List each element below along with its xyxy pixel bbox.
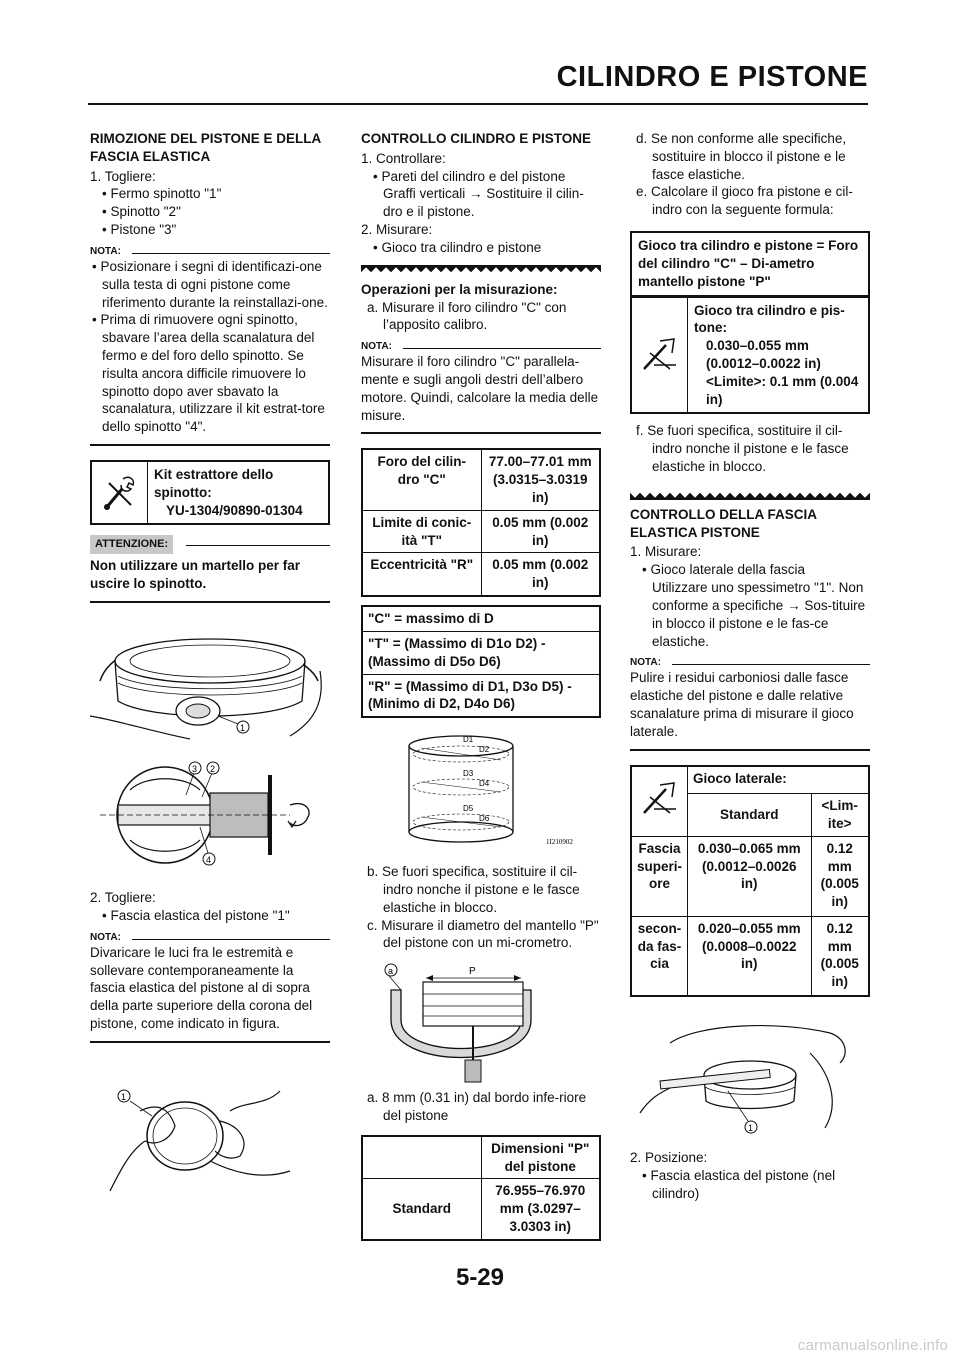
kit-code: YU-1304/90890-01304 <box>166 502 303 518</box>
table-cell <box>362 1136 481 1179</box>
procedure-step-f: f. Se fuori specifica, sostituire il cil-indro nonche il pistone e le fasce elastiche in blocco. <box>636 423 849 474</box>
cylinder-spec-table <box>361 448 601 597</box>
table-row <box>631 766 869 794</box>
formula-text: Gioco tra cilindro e pistone = Foro del cilindro "C" – Di-ametro mantello pistone "P" <box>638 238 859 289</box>
kit-title: Kit estrattore dello spinotto: <box>154 467 274 500</box>
table-header: Dimensioni "P" del pistone <box>481 1136 600 1179</box>
formula-box <box>630 231 870 296</box>
table-header: Standard <box>688 794 811 837</box>
table-cell: 0.05 mm (0.002 in) <box>481 510 600 553</box>
figure-label: a <box>388 966 394 977</box>
procedure-start-marker <box>361 265 601 275</box>
column-2 <box>361 130 601 1241</box>
figure-label: 3 <box>192 764 198 775</box>
figure-label: 4 <box>206 855 212 866</box>
table-row <box>631 836 869 916</box>
figure-label: 2 <box>210 764 216 775</box>
nota-text: Misurare il foro cilindro "C" parallela-mente e sugli angoli destri dell’albero motore. Quindi, calcolare la media delle misure. <box>361 354 599 423</box>
figure-label: 1 <box>240 723 246 734</box>
table-row <box>362 1179 600 1240</box>
table-cell: 0.020–0.055 mm (0.0008–0.0022 in) <box>688 916 811 996</box>
table-header: Gioco laterale: <box>688 766 869 794</box>
figure-label: 1 <box>121 1091 127 1102</box>
table-row <box>362 553 600 596</box>
spec-box <box>630 297 870 415</box>
table-cell: secon-da fas-cia <box>631 916 688 996</box>
table-row <box>362 510 600 553</box>
piston-spec-table <box>361 1135 601 1241</box>
spec-title: Gioco tra cilindro e pis-tone: <box>694 302 845 336</box>
procedure-step-c: c. Misurare il diametro del mantello "P" del pistone con un mi-crometro. <box>367 917 599 951</box>
nota-text: Pulire i residui carboniosi dalle fasce elastiche del pistone e dalle relative scanalature prima di misurare il gioco laterale. <box>630 670 854 739</box>
table-cell: 0.12 mm (0.005 in) <box>811 916 869 996</box>
step-1: 1. Togliere: <box>90 168 156 184</box>
table-cell: "T" = (Massimo di D1o D2) - (Massimo di D5o D6) <box>362 631 600 674</box>
list-item: • Spinotto "2" <box>102 204 181 220</box>
nota-end-rule <box>90 1041 330 1043</box>
table-cell: 0.030–0.065 mm (0.0012–0.0026 in) <box>688 836 811 916</box>
column-1 <box>90 130 330 1201</box>
figure-caption: a. 8 mm (0.31 in) dal bordo infe-riore del pistone <box>367 1090 587 1123</box>
section-title-controllo-cilindro: CONTROLLO CILINDRO E PISTONE <box>361 131 592 146</box>
list-item: • Fascia elastica del pistone (nel cilindro) <box>642 1168 836 1201</box>
table-cell: 77.00–77.01 mm (3.0315–3.0319 in) <box>481 449 600 510</box>
attention-text: Non utilizzare un martello per far uscire lo spinotto. <box>90 558 301 592</box>
table-row <box>362 1136 600 1179</box>
spec-limit: <Limite>: 0.1 mm (0.004 in) <box>706 373 859 407</box>
feeler-gauge-figure <box>630 1013 870 1143</box>
nota-item: • Posizionare i segni di identificazi-one sulla testa di ogni pistone come riferimento durante la reinstallazi-one. <box>92 258 328 310</box>
table-row <box>362 674 600 717</box>
step-2: 2. Togliere: <box>90 890 156 906</box>
side-clearance-table <box>630 765 870 998</box>
tool-box <box>90 460 330 525</box>
table-row <box>362 449 600 510</box>
list-detail: Utilizzare uno spessimetro "1". Non conforme a specifiche → Sos-tituire in blocco il pistone e le fas-ce elastiche. <box>652 580 866 649</box>
page-number: 5-29 <box>455 1264 505 1291</box>
title-rule <box>88 103 868 105</box>
watermark: carmanualsonline.info <box>797 1337 948 1354</box>
table-cell: Limite di conic-ità "T" <box>362 510 481 553</box>
ring-removal-figure <box>90 1071 330 1201</box>
attention-end-rule <box>90 601 330 603</box>
figure-label: D5 <box>463 804 474 814</box>
figure-label: 1 <box>748 1123 754 1134</box>
figure-label: P <box>469 966 476 978</box>
table-cell <box>631 766 688 837</box>
formula-table <box>361 605 601 718</box>
gauge-icon <box>632 298 688 413</box>
table-cell: Eccentricità "R" <box>362 553 481 596</box>
figure-label: D4 <box>479 779 490 789</box>
list-detail: Graffi verticali → Sostituire il cilin-dro e il pistone. <box>383 186 584 220</box>
page-title: CILINDRO E PISTONE <box>556 61 868 93</box>
table-row <box>631 916 869 996</box>
table-cell: 76.955–76.970 mm (3.0297–3.0303 in) <box>481 1179 600 1240</box>
table-row <box>362 631 600 674</box>
nota-text: Divaricare le luci fra le estremità e sollevare contemporaneamente la fascia elastica del pistone al di sopra della parte superiore della corona del pistone, come indicato in figura. <box>90 944 313 1031</box>
cylinder-bore-figure <box>361 732 601 857</box>
section-title-controllo-fascia: CONTROLLO DELLA FASCIA ELASTICA PISTONE <box>630 506 817 540</box>
table-cell: 0.05 mm (0.002 in) <box>481 553 600 596</box>
table-cell: 0.12 mm (0.005 in) <box>811 836 869 916</box>
list-item: • Gioco laterale della fascia <box>642 562 806 578</box>
spec-standard: 0.030–0.055 mm (0.0012–0.0022 in) <box>706 338 821 371</box>
procedure-step-d: d. Se non conforme alle specifiche, sostituire in blocco il pistone e le fasce elastiche. <box>636 131 847 182</box>
step-2: 2. Posizione: <box>630 1150 708 1166</box>
step-1: 1. Controllare: <box>361 150 446 166</box>
nota-end-rule <box>630 749 870 751</box>
table-cell: Standard <box>362 1179 481 1240</box>
figure-label: D1 <box>463 735 474 745</box>
nota-heading: NOTA: <box>630 656 870 669</box>
step-1: 1. Misurare: <box>630 544 702 560</box>
table-header: <Lim-ite> <box>811 794 869 837</box>
list-item: • Gioco tra cilindro e pistone <box>373 239 542 255</box>
section-title-rimozione: RIMOZIONE DEL PISTONE E DELLA FASCIA ELASTICA <box>90 131 321 164</box>
nota-end-rule <box>90 444 330 446</box>
nota-item: • Prima di rimuovere ogni spinotto, sbavare l’area della scanalatura del fermo e del foro dello spinotto. Se risulta ancora difficile rimuovere lo spinotto dopo aver sbavato la scanalatura, utilizzare il kit estrat-tore dello spinotto "4". <box>92 312 325 435</box>
procedure-step-e: e. Calcolare il gioco fra pistone e cil-indro con la seguente formula: <box>636 184 853 218</box>
figure-label: D3 <box>463 769 474 779</box>
table-cell: "R" = (Massimo di D1, D3o D5) - (Minimo di D2, D4o D6) <box>362 674 600 717</box>
figure-code: 1I210902 <box>546 838 573 847</box>
list-item: • Pistone "3" <box>102 222 177 238</box>
list-item: • Fermo spinotto "1" <box>102 186 222 202</box>
column-3 <box>630 130 870 1203</box>
procedure-end-marker <box>630 490 870 500</box>
procedure-step-b: b. Se fuori specifica, sostituire il cil-indro nonche il pistone e le fasce elastiche in blocco. <box>367 864 580 915</box>
piston-figure <box>90 621 330 751</box>
table-row <box>362 606 600 631</box>
nota-heading: NOTA: <box>90 931 330 944</box>
micrometer-figure <box>361 960 601 1085</box>
table-cell: "C" = massimo di D <box>362 606 600 631</box>
nota-heading: NOTA: <box>361 340 601 353</box>
table-cell: Foro del cilin-dro "C" <box>362 449 481 510</box>
figure-label: D2 <box>479 745 490 755</box>
step-2: 2. Misurare: <box>361 222 433 238</box>
figure-label: D6 <box>479 814 490 824</box>
table-cell: Fascia superi-ore <box>631 836 688 916</box>
procedure-step-a: a. Misurare il foro cilindro "C" con l’apposito calibro. <box>367 299 567 333</box>
extractor-figure <box>90 755 330 875</box>
attention-heading: ATTENZIONE: <box>90 535 330 553</box>
nota-heading: NOTA: <box>90 245 330 258</box>
tool-icon <box>92 462 148 523</box>
gauge-icon <box>640 779 680 819</box>
nota-end-rule <box>361 432 601 434</box>
procedure-title: Operazioni per la misurazione: <box>361 281 558 297</box>
list-item: • Pareti del cilindro e del pistone <box>373 168 566 184</box>
list-item: • Fascia elastica del pistone "1" <box>102 907 290 923</box>
